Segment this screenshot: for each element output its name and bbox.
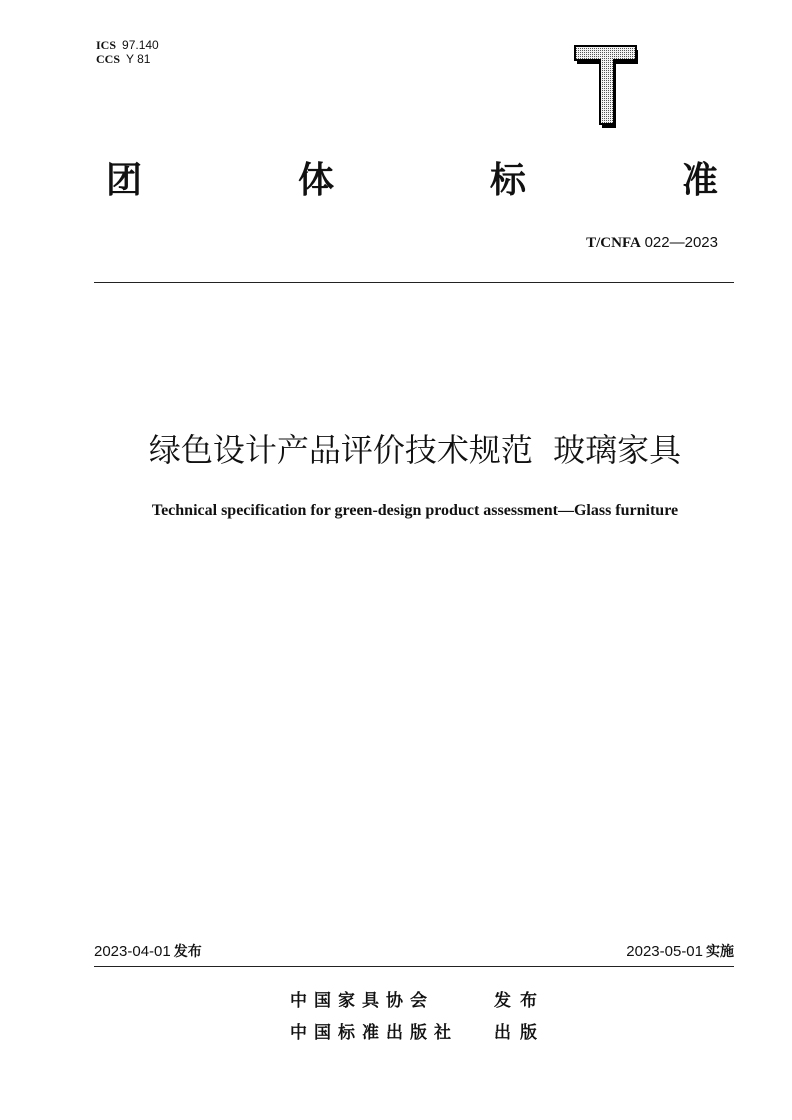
classification-codes — [96, 38, 159, 66]
ccs-label: CCS — [96, 52, 121, 66]
organization-name: 中国标准出版社 — [290, 1023, 458, 1043]
printer-line — [290, 1020, 546, 1046]
ics-code — [96, 38, 159, 52]
group-standard-logo — [574, 44, 638, 128]
standard-type-heading — [106, 156, 722, 206]
organization-action: 出版 — [494, 1023, 546, 1043]
standard-number — [586, 234, 718, 252]
standard-number-prefix: T/CNFA — [586, 235, 641, 251]
standard-number-value: 022—2023 — [644, 234, 718, 251]
implementation-date-value: 2023-05-01 — [626, 943, 703, 960]
footer-divider — [94, 966, 734, 967]
standard-type-char: 体 — [298, 160, 335, 201]
standard-type-char: 团 — [106, 160, 143, 201]
publisher-line — [290, 988, 546, 1014]
organization-name: 中国家具协会 — [290, 991, 434, 1011]
issue-date — [94, 942, 202, 962]
ccs-value: Y 81 — [126, 52, 151, 66]
issue-date-label: 发布 — [173, 944, 202, 960]
ics-value: 97.140 — [122, 38, 159, 52]
standard-type-char: 准 — [682, 160, 719, 201]
ics-label: ICS — [96, 38, 117, 52]
implementation-date-label: 实施 — [706, 944, 734, 960]
standard-type-char: 标 — [490, 160, 527, 201]
ccs-code — [96, 52, 159, 66]
header-divider — [94, 282, 734, 283]
title-chinese: 绿色设计产品评价技术规范 玻璃家具 — [148, 431, 682, 469]
implementation-date — [626, 942, 734, 962]
organization-action: 发布 — [494, 991, 546, 1011]
title-english: Technical specification for green-design product assessment—Glass furniture — [151, 502, 679, 519]
issue-date-value: 2023-04-01 — [94, 943, 171, 960]
